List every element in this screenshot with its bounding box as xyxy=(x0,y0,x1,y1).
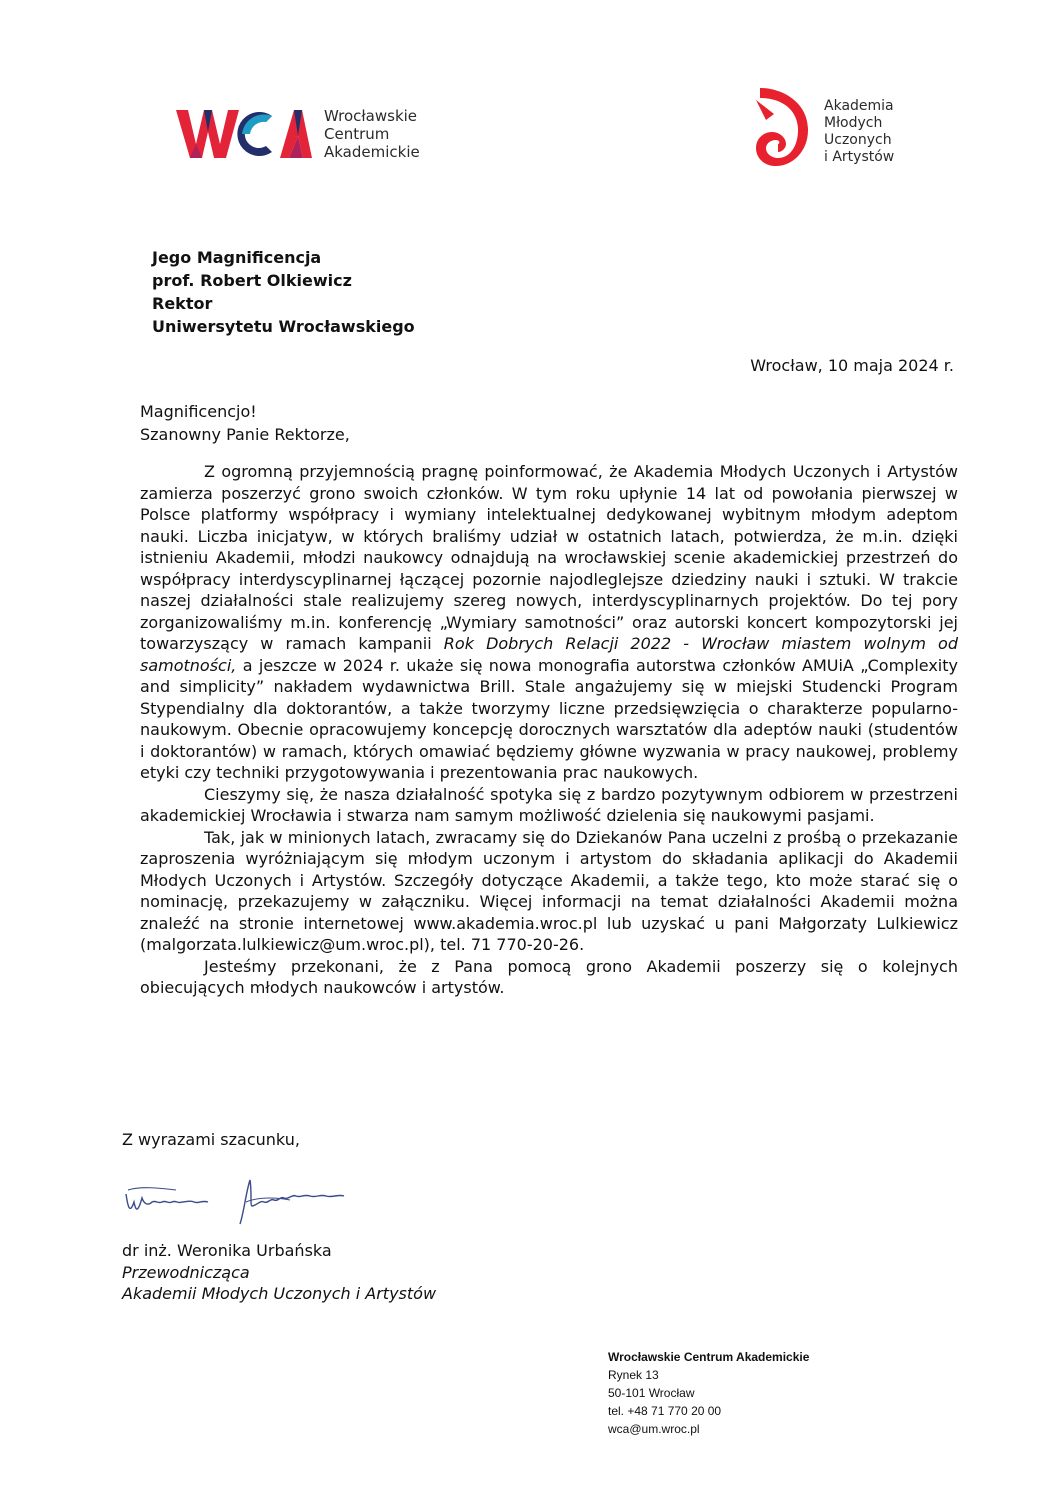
wca-logo-mark xyxy=(176,106,312,162)
footer-org: Wrocławskie Centrum Akademickie xyxy=(608,1350,810,1364)
salutation xyxy=(140,400,350,446)
addressee-line: Rektor xyxy=(152,294,213,313)
body-paragraph: Cieszymy się, że nasza działalność spotyka się z bardzo pozytywnym odbiorem w przestrzeni akademickiej Wrocławia i stwarza nam samym możliwość dzielenia się naukowymi pasjami. xyxy=(140,784,958,825)
addressee-line: prof. Robert Olkiewicz xyxy=(152,271,352,290)
body-paragraph: Jesteśmy przekonani, że z Pana pomocą grono Akademii poszerzy się o kolejnych obiecujących młodych naukowców i artystów. xyxy=(140,956,958,997)
signer-block xyxy=(122,1240,436,1305)
handwritten-signature xyxy=(120,1172,356,1232)
wca-logo xyxy=(176,104,420,164)
salutation-line: Magnificencjo! xyxy=(140,402,257,421)
footer-city: 50-101 Wrocław xyxy=(608,1386,695,1400)
addressee-line: Uniwersytetu Wrocławskiego xyxy=(152,317,415,336)
footer-address xyxy=(608,1348,809,1438)
letter-body xyxy=(140,461,958,999)
amuia-logo xyxy=(752,84,894,170)
addressee-line: Jego Magnificencja xyxy=(152,248,322,267)
addressee-block xyxy=(152,246,415,338)
footer-email: wca@um.wroc.pl xyxy=(608,1422,700,1436)
salutation-line: Szanowny Panie Rektorze, xyxy=(140,425,350,444)
wca-logo-text: Wrocławskie Centrum Akademickie xyxy=(324,107,420,161)
signer-org: Akademii Młodych Uczonych i Artystów xyxy=(122,1284,437,1303)
signer-role: Przewodnicząca xyxy=(122,1262,250,1282)
closing-line: Z wyrazami szacunku, xyxy=(122,1130,300,1149)
campaign-name: Rok Dobrych Relacji 2022 - Wrocław miastem wolnym od samotności, xyxy=(140,634,958,675)
footer-street: Rynek 13 xyxy=(608,1368,659,1382)
signer-name: dr inż. Weronika Urbańska xyxy=(122,1241,332,1260)
body-paragraph: Tak, jak w minionych latach, zwracamy się do Dziekanów Pana uczelni z prośbą o przekazanie zaproszenia wyróżniającym się młodym uczonym i artystom do składania aplikacji do Akademii Młodych Uczonych i Artystów. Szczegóły dotyczące Akademii, a także tego, kto może starać się o nominację, przekazujemy w załączniku. Więcej informacji na temat działalności Akademii można znaleźć na stronie internetowej www.akademia.wroc.pl lub uzyskać u pani Małgorzaty Lulkiewicz (malgorzata.lulkiewicz@um.wroc.pl), tel. 71 770-20-26. xyxy=(140,827,958,954)
letter-date: Wrocław, 10 maja 2024 r. xyxy=(750,356,954,375)
amuia-spiral-icon xyxy=(752,84,816,170)
body-paragraph: Z ogromną przyjemnością pragnę poinformować, że Akademia Młodych Uczonych i Artystów zamierza poszerzyć grono swoich członków. W tym roku upłynie 14 lat od powołania pierwszej w Polsce platformy współpracy i wymiany intelektualnej dedykowanej wybitnym młodym adeptom nauki. Liczba inicjatyw, w których braliśmy udział w ostatnich latach, potwierdza, że m.in. dzięki istnieniu Akademii, młodzi naukowcy odnajdują na wrocławskiej scenie akademickiej przestrzeń do współpracy interdyscyplinarnej łączącej pozornie najodleglejsze dziedziny nauki i sztuki. W trakcie naszej działalności stale realizujemy szereg nowych, interdyscyplinarnych projektów. Do tej pory zorganizowaliśmy m.in. konferencję „Wymiary samotności” oraz autorski koncert kompozytorski jej towarzyszący w ramach kampanii Rok Dobrych Relacji 2022 - Wrocław miastem wolnym od samotności, a jeszcze w 2024 r. ukaże się nowa monografia autorstwa członków AMUiA „Complexity and simplicity” nakładem wydawnictwa Brill. Stale angażujemy się w miejski Studencki Program Stypendialny dla doktorantów, a także tworzymy liczne przedsięwzięcia o charakterze popularno-naukowym. Obecnie opracowujemy koncepcję dorocznych warsztatów dla adeptów nauki (studentów i doktorantów) w ramach, których omawiać będziemy główne wyzwania w pracy naukowej, problemy etyki czy techniki przygotowywania i prezentowania prac naukowych. xyxy=(140,462,958,782)
amuia-logo-text: Akademia Młodych Uczonych i Artystów xyxy=(824,98,895,165)
footer-phone: tel. +48 71 770 20 00 xyxy=(608,1404,722,1418)
